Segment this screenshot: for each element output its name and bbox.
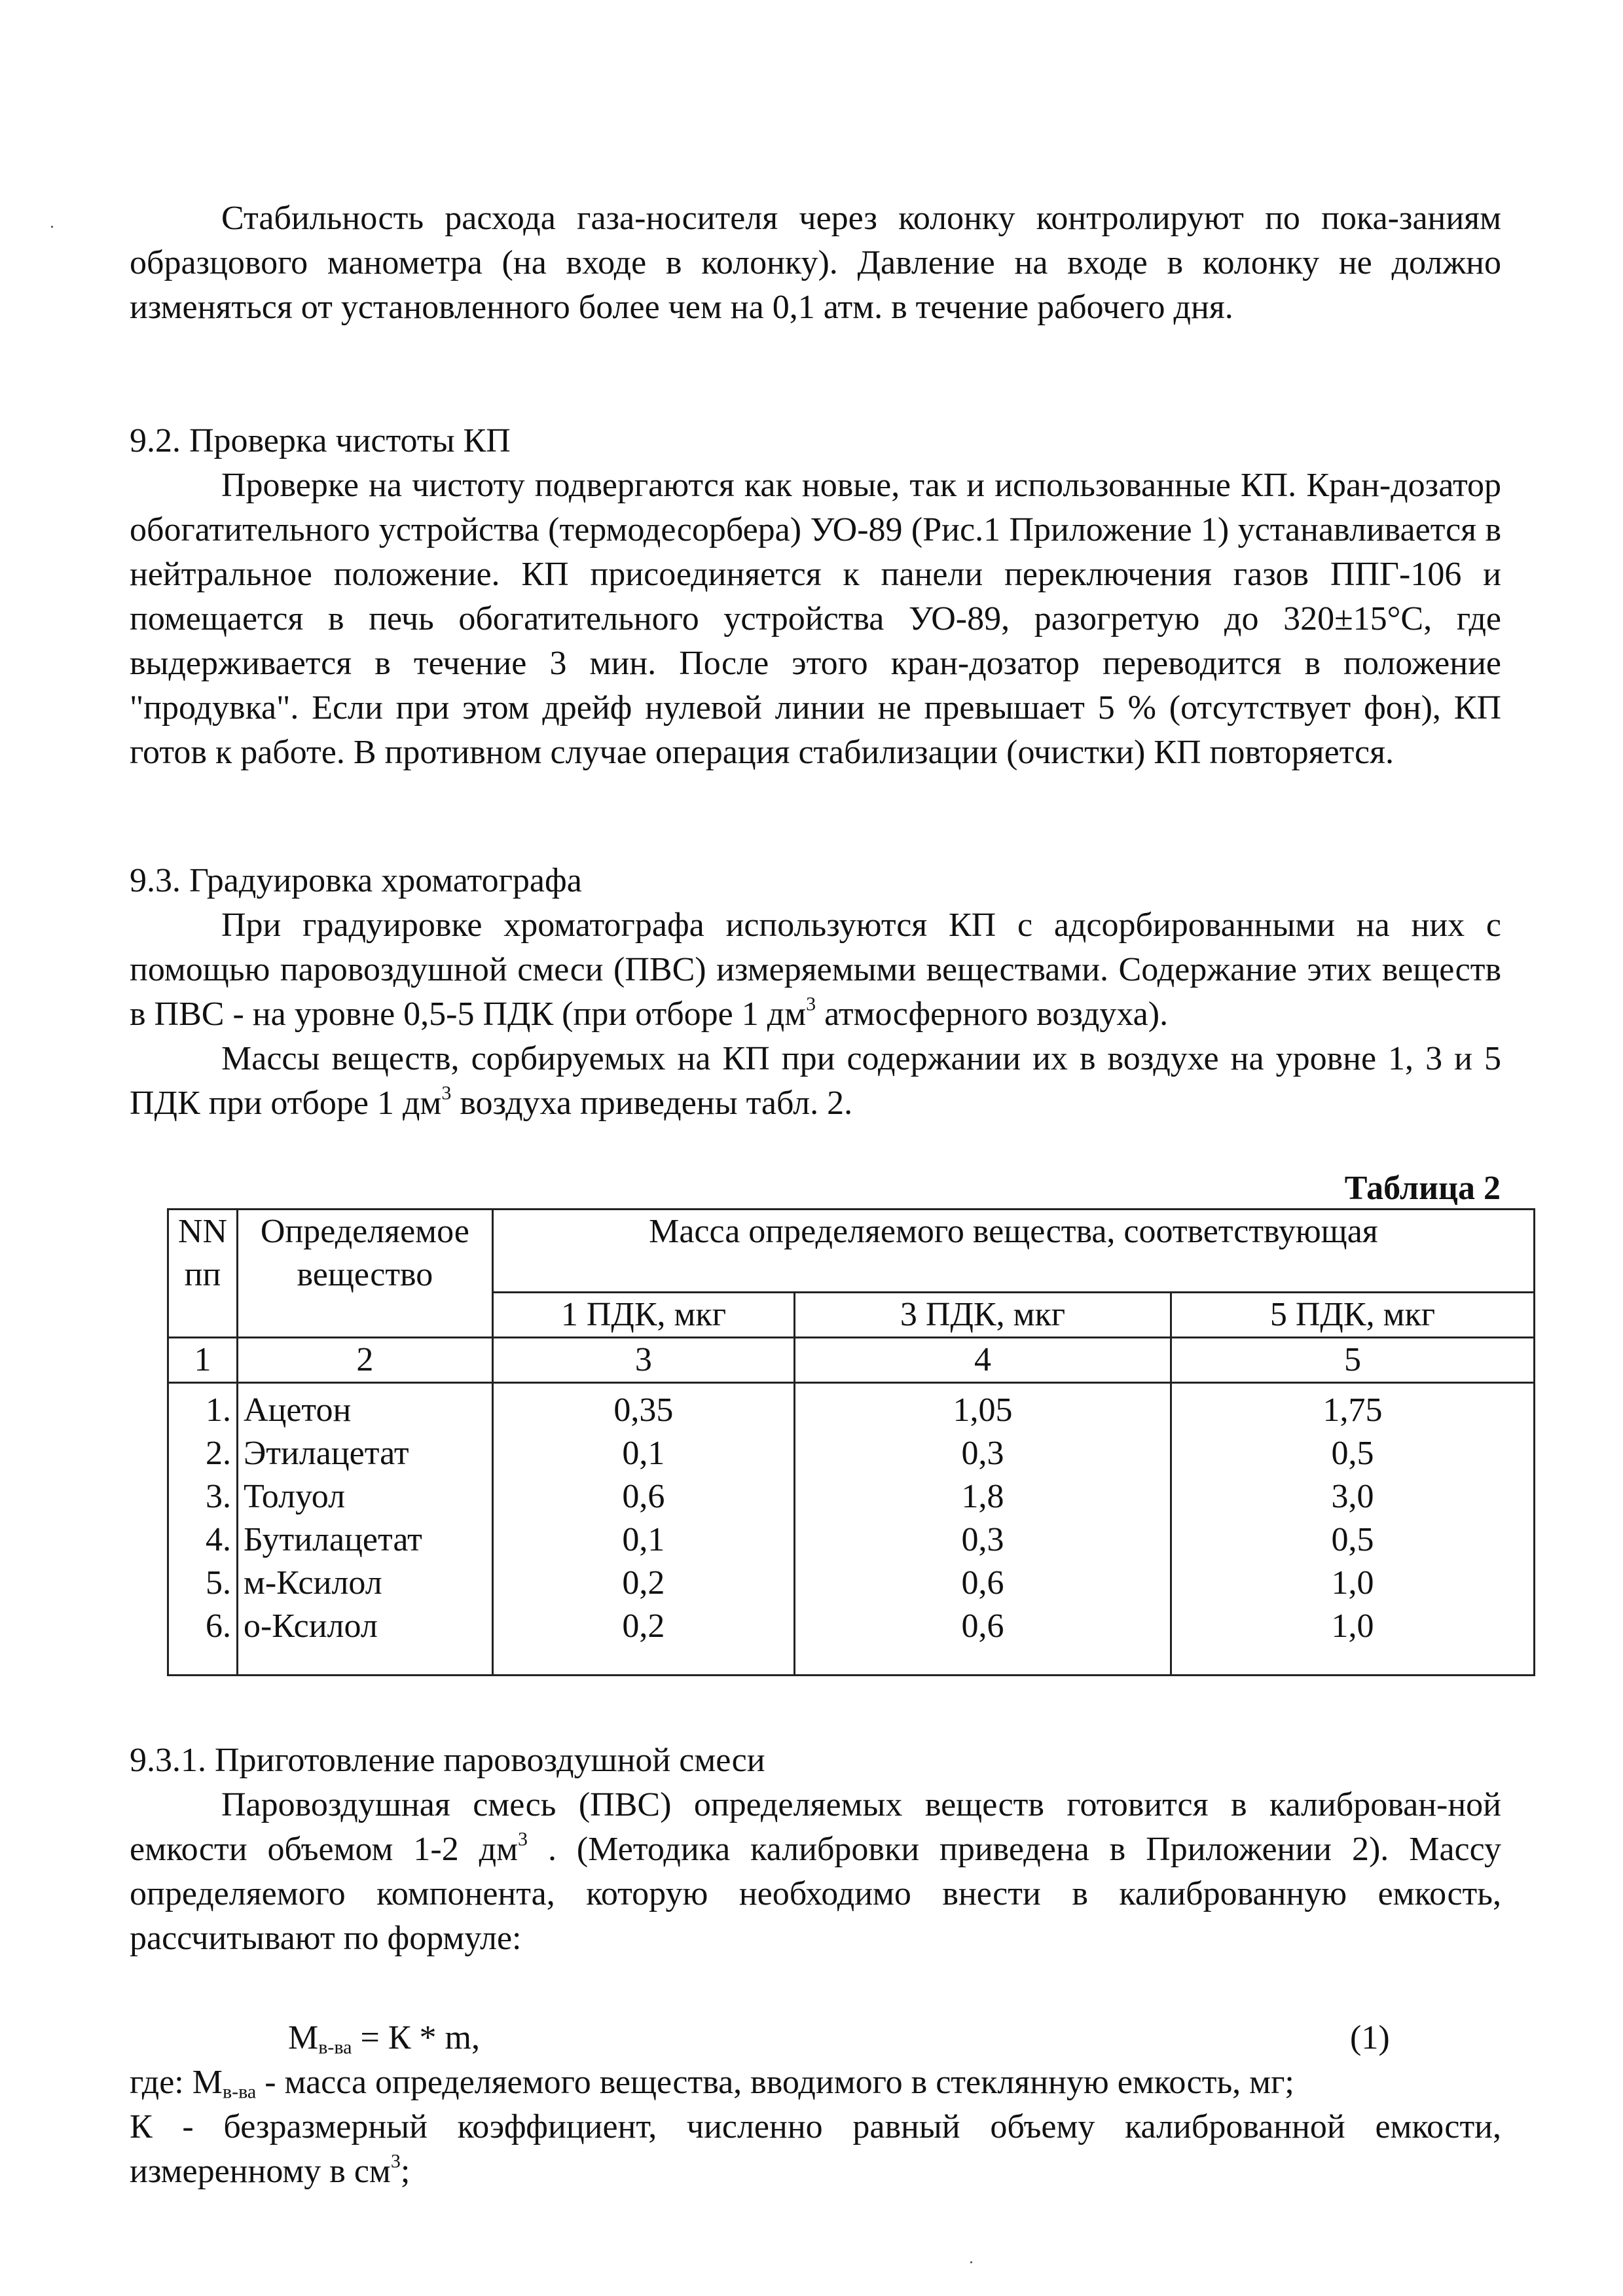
column-5pdk (1171, 1383, 1534, 1676)
table-cell-nn: 1. (205, 1391, 231, 1429)
index-2: 2 (237, 1338, 492, 1383)
table-cell-nn: 4. (205, 1521, 231, 1558)
table-cell-p5: 1,75 (1322, 1391, 1383, 1429)
column-substance (237, 1383, 492, 1676)
intro-block (130, 196, 1501, 330)
table-cell-p5: 0,5 (1331, 1435, 1374, 1472)
table-cell-nn: 5. (205, 1564, 231, 1602)
section-9-3-p1-sup: 3 (806, 993, 816, 1015)
table-cell-p1: 0,6 (622, 1478, 665, 1515)
section-9-3-1-text-a: Паровоздушная смесь (ПВС) определяемых веществ готовится в калиброван-ной емкости объемом 1-2 дм (130, 1786, 1501, 1868)
table-cell-nn: 6. (205, 1607, 231, 1645)
definitions (130, 2060, 1501, 2194)
formula-number: (1) (1350, 2019, 1390, 2056)
definition-1 (130, 2060, 1501, 2105)
column-nn (168, 1383, 238, 1676)
section-9-3-1-paragraph (130, 1783, 1501, 1961)
section-9-3-p2-text-a: Массы веществ, сорбируемых на КП при содержании их в воздухе на уровне 1, 3 и 5 ПДК при отборе 1 дм (130, 1040, 1501, 1122)
definition-1-text: - масса определяемого вещества, вводимого в стеклянную емкость, мг; (256, 2064, 1294, 2101)
formula-lhs: М (288, 2019, 319, 2056)
definition-2-text-a: К - безразмерный коэффициент, численно равный объему калиброванной емкости, измеренному в см (130, 2108, 1501, 2190)
section-9-3-p2-text-b: воздуха приведены табл. 2. (451, 1085, 853, 1122)
header-5pdk: 5 ПДК, мкг (1171, 1293, 1534, 1338)
table-cell-nn: 2. (205, 1435, 231, 1472)
table-cell-p1: 0,2 (622, 1607, 665, 1645)
table-cell-name: Бутилацетат (243, 1521, 422, 1558)
table-cell-name: Этилацетат (243, 1435, 409, 1472)
table-cell-p3: 1,8 (961, 1478, 1004, 1515)
intro-paragraph: Стабильность расхода газа-носителя через колонку контролируют по пока-заниям образцового манометра (на входе в колонку). Давление на входе в колонку не должно изменяться от установленного более чем на 0,1 атм. в течение рабочего дня. (130, 200, 1501, 326)
table-index-row (168, 1338, 1535, 1383)
section-9-3-p1-text-b: атмосферного воздуха). (816, 996, 1169, 1033)
table-cell-name: Толуол (243, 1478, 346, 1515)
scan-speck (51, 226, 53, 228)
section-9-2-paragraph: Проверке на чистоту подвергаются как новые, так и использованные КП. Кран-дозатор обогатительного устройства (термодесорбера) УО-89 (Рис.1 Приложение 1) устанавливается в нейтральное положение. КП присоединяется к панели переключения газов ППГ-106 и помещается в печь обогатительного устройства УО-89, разогретую до 320±15°С, где выдерживается в течение 3 мин. После этого кран-дозатор переводится в положение "продувка". Если при этом дрейф нулевой линии не превышает 5 % (отсутствует фон), КП готов к работе. В противном случае операция стабилизации (очистки) КП повторяется. (130, 467, 1501, 771)
section-9-3-1 (130, 1738, 1501, 1961)
index-4: 4 (795, 1338, 1171, 1383)
table-cell-nn: 3. (205, 1478, 231, 1515)
table-cell-p5: 1,0 (1331, 1607, 1374, 1645)
index-3: 3 (492, 1338, 794, 1383)
index-5: 5 (1171, 1338, 1534, 1383)
table-cell-p3: 0,3 (961, 1521, 1004, 1558)
header-nn: NN пп (168, 1210, 238, 1338)
column-3pdk (795, 1383, 1171, 1676)
section-9-3-paragraph-1 (130, 903, 1501, 1037)
header-mass: Масса определяемого вещества, соответствующая (492, 1210, 1534, 1293)
header-substance: Определяемое вещество (237, 1210, 492, 1338)
formula-rhs: = К * m, (352, 2019, 480, 2056)
section-9-3-1-sup: 3 (518, 1828, 528, 1850)
section-9-3-paragraph-2 (130, 1037, 1501, 1126)
header-1pdk: 1 ПДК, мкг (492, 1293, 794, 1338)
table-cell-p5: 3,0 (1331, 1478, 1374, 1515)
formula-lhs-sub: в-ва (318, 2036, 352, 2058)
section-9-3-p2-sup: 3 (441, 1082, 452, 1104)
section-9-2 (130, 419, 1501, 775)
table-cell-p1: 0,1 (622, 1435, 665, 1472)
section-9-2-heading: 9.2. Проверка чистоты КП (130, 422, 511, 459)
table-cell-p5: 1,0 (1331, 1564, 1374, 1602)
definition-2 (130, 2105, 1501, 2194)
definition-2-text-b: ; (400, 2153, 410, 2190)
table-cell-p3: 0,6 (961, 1564, 1004, 1602)
table-cell-name: Ацетон (243, 1391, 352, 1429)
table-body-row (168, 1383, 1535, 1676)
table-cell-p3: 1,05 (953, 1391, 1013, 1429)
section-9-3-1-text-b: . (Методика калибровки приведена в Приложении 2). Массу определяемого компонента, которую необходимо внести в калиброванную емкость, рассчитывают по формуле: (130, 1831, 1502, 1957)
scan-speck (970, 2261, 972, 2263)
definition-1-prefix: где: М (130, 2064, 223, 2101)
table-cell-p1: 0,2 (622, 1564, 665, 1602)
table-cell-p3: 0,6 (961, 1607, 1004, 1645)
section-9-3 (130, 859, 1501, 1126)
definition-1-sub: в-ва (222, 2081, 257, 2103)
header-3pdk: 3 ПДК, мкг (795, 1293, 1171, 1338)
table-cell-p5: 0,5 (1331, 1521, 1374, 1558)
table-cell-name: о-Ксилол (243, 1607, 378, 1645)
section-9-3-heading: 9.3. Градуировка хроматографа (130, 862, 582, 899)
table-caption: Таблица 2 (1344, 1170, 1501, 1207)
formula (288, 2016, 480, 2060)
column-1pdk (492, 1383, 794, 1676)
index-1: 1 (168, 1338, 238, 1383)
mass-table (167, 1208, 1535, 1676)
section-9-3-p1-text-a: При градуировке хроматографа используются КП с адсорбированными на них с помощью паровоздушной смеси (ПВС) измеряемыми веществами. Содержание этих веществ в ПВС - на уровне 0,5-5 ПДК (при отборе 1 дм (130, 906, 1501, 1033)
definition-2-sup: 3 (390, 2150, 401, 2172)
table-header-row-1 (168, 1210, 1535, 1293)
table-cell-p1: 0,1 (622, 1521, 665, 1558)
table-cell-name: м-Ксилол (243, 1564, 382, 1602)
section-9-3-1-heading: 9.3.1. Приготовление паровоздушной смеси (130, 1742, 765, 1779)
table-cell-p1: 0,35 (613, 1391, 674, 1429)
table-cell-p3: 0,3 (961, 1435, 1004, 1472)
